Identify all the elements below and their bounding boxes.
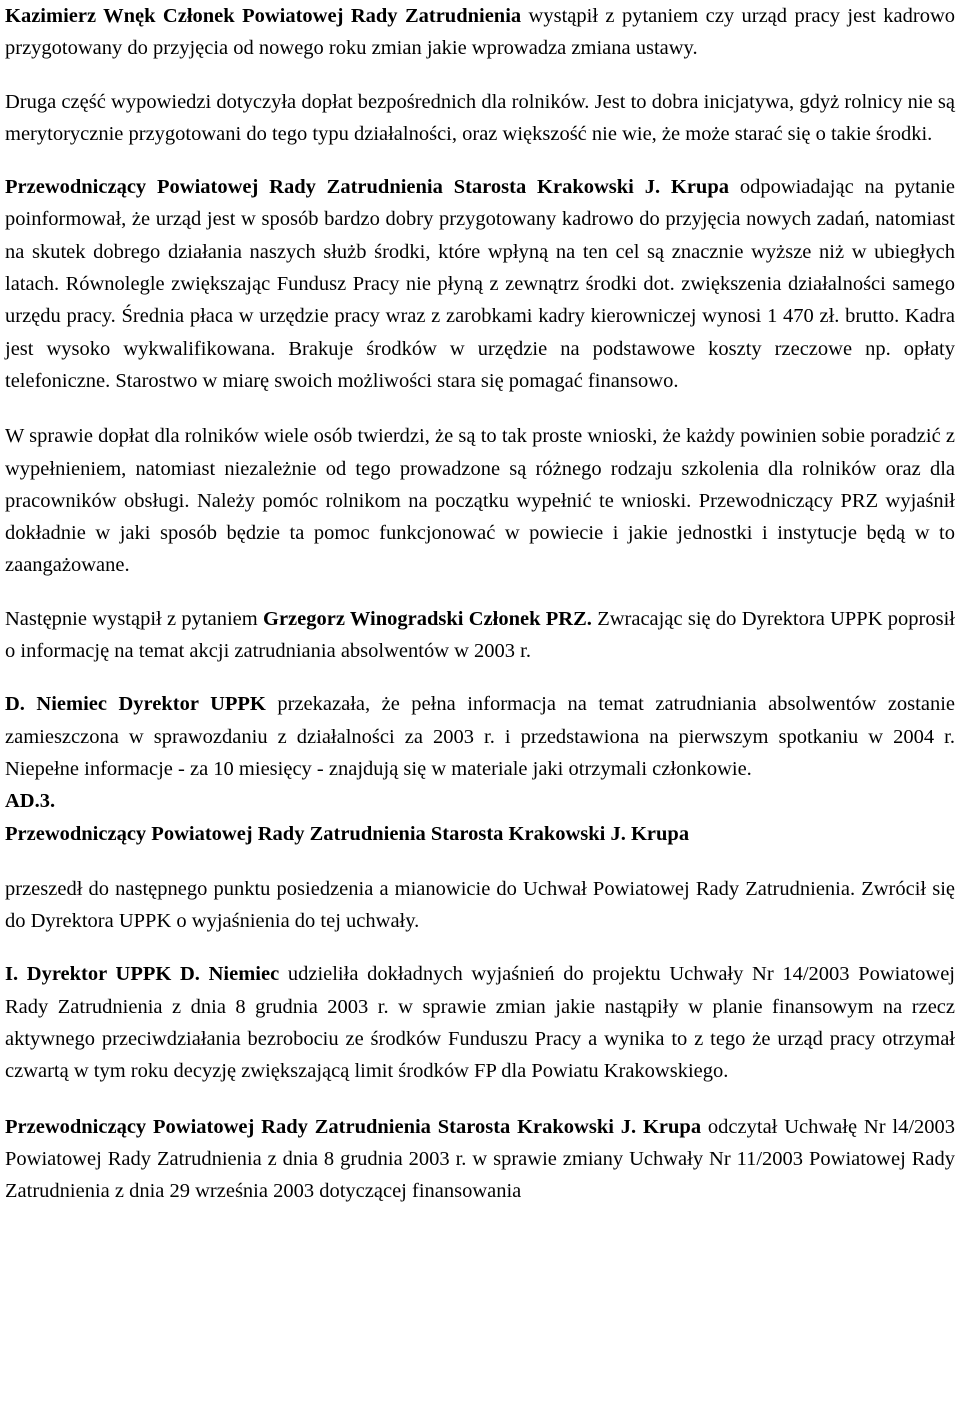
- paragraph-text: przekazała, że pełna informacja na temat zatrudniania absolwentów zostanie zamieszczona w sprawozdaniu z działalności za 2003 r. i przedstawiona na pierwszym spotkaniu w 2004 r. Niepełne informacje - za 10 miesięcy - znajdują się w materiale jaki otrzymali członkowie.: [5, 693, 955, 780]
- paragraph-text: przeszedł do następnego punktu posiedzenia a mianowicie do Uchwał Powiatowej Rady Zatrudnienia. Zwrócił się do Dyrektora UPPK o wyjaśnienia do tej uchwały.: [5, 877, 955, 933]
- paragraph-text: wystąpił z pytaniem czy urząd pracy jest kadrowo przygotowany do przyjęcia od nowego roku zmian jakie wprowadza zmiana ustawy.: [5, 5, 955, 60]
- paragraph-text: Druga część wypowiedzi dotyczyła dopłat bezpośrednich dla rolników. Jest to dobra inicjatywa, gdyż rolnicy nie są merytorycznie przygotowani do tego typu działalności, oraz większość nie wie, że może starać się o takie środki.: [5, 90, 955, 145]
- paragraph-wnek-question: [5, 0, 955, 65]
- speaker-name: Kazimierz Wnęk Członek Powiatowej Rady Zatrudnienia: [5, 5, 522, 27]
- paragraph-next-point: [5, 873, 955, 938]
- speaker-name: I. Dyrektor UPPK D. Niemiec: [5, 963, 280, 986]
- paragraph-text: odpowiadając na pytanie poinformował, że urząd jest w sposób bardzo dobry przygotowany kadrowo do przyjęcia nowych zadań, natomiast na skutek dobrego działania naszych służb środki, które wpłyną na ten cel są znacznie wyższe niż w ubiegłych latach. Równolegle zwiększając Fundusz Pracy nie płyną z zewnątrz środki dot. zwiększenia działalności samego urzędu pracy. Średnia płaca w urzędzie pracy wraz z zarobkami kadry kierowniczej wynosi 1 470 zł. brutto. Kadra jest wysoko wykwalifikowana. Brakuje środków w urzędzie na podstawowe koszty rzeczowe np. opłaty telefoniczne. Starostwo w miarę swoich możliwości stara się pomagać finansowo.: [5, 176, 956, 392]
- paragraph-farmer-subsidies: [5, 420, 955, 581]
- document-page: [5, 0, 955, 1208]
- section-number: AD.3.: [5, 790, 56, 813]
- speaker-name: Przewodniczący Powiatowej Rady Zatrudnienia Starosta Krakowski J. Krupa: [5, 822, 690, 845]
- speaker-heading-krupa: [5, 818, 955, 850]
- speaker-name: D. Niemiec Dyrektor UPPK: [5, 693, 266, 716]
- paragraph-text: W sprawie dopłat dla rolników wiele osób twierdzi, że są to tak proste wnioski, że każdy powinien sobie poradzić z wypełnieniem, natomiast niezależnie od tego prowadzone są różnego rodzaju szkolenia dla rolników oraz dla pracowników obsługi. Należy pomóc rolnikom na początku wypełnić te wnioski. Przewodniczący PRZ wyjaśnił dokładnie w jaki sposób będzie ta pomoc funkcjonować w powiecie i jakie jednostki i instytucje będą w to zaangażowane.: [5, 425, 955, 577]
- paragraph-niemiec-answer: [5, 688, 955, 785]
- paragraph-winogradski-question: [5, 603, 955, 668]
- paragraph-text: Następnie wystąpił z pytaniem: [5, 607, 264, 630]
- speaker-name: Przewodniczący Powiatowej Rady Zatrudnienia Starosta Krakowski J. Krupa: [5, 176, 729, 199]
- paragraph-krupa-reading: [5, 1111, 955, 1208]
- section-heading-ad3: [5, 785, 955, 817]
- paragraph-text: odczytał Uchwałę Nr l4/2003 Powiatowej Rady Zatrudnienia z dnia 8 grudnia 2003 r. w sprawie zmiany Uchwały Nr 11/2003 Powiatowej Rady Zatrudnienia z dnia 29 września 2003 dotyczącej finansowania: [5, 1115, 956, 1203]
- paragraph-krupa-answer: [5, 171, 955, 397]
- paragraph-text: udzieliła dokładnych wyjaśnień do projektu Uchwały Nr 14/2003 Powiatowej Rady Zatrudnienia z dnia 8 grudnia 2003 r. w sprawie zmian jakie nastąpiły w planie finansowym na rzecz aktywnego przeciwdziałania bezrobociu ze środków Funduszu Pracy a wynika to z tego że urząd pracy otrzymał czwartą w tym roku decyzję zwiększającą limit środków FP dla Powiatu Krakowskiego.: [5, 963, 955, 1083]
- speaker-name: Przewodniczący Powiatowej Rady Zatrudnienia Starosta Krakowski J. Krupa: [5, 1115, 702, 1138]
- speaker-name: Grzegorz Winogradski Członek PRZ.: [263, 607, 592, 630]
- paragraph-direct-payments: [5, 86, 955, 151]
- paragraph-niemiec-explanation: [5, 958, 955, 1087]
- paragraph-text: Zwracając się do Dyrektora UPPK poprosił o informację na temat akcji zatrudniania absolwentów w 2003 r.: [5, 607, 956, 663]
